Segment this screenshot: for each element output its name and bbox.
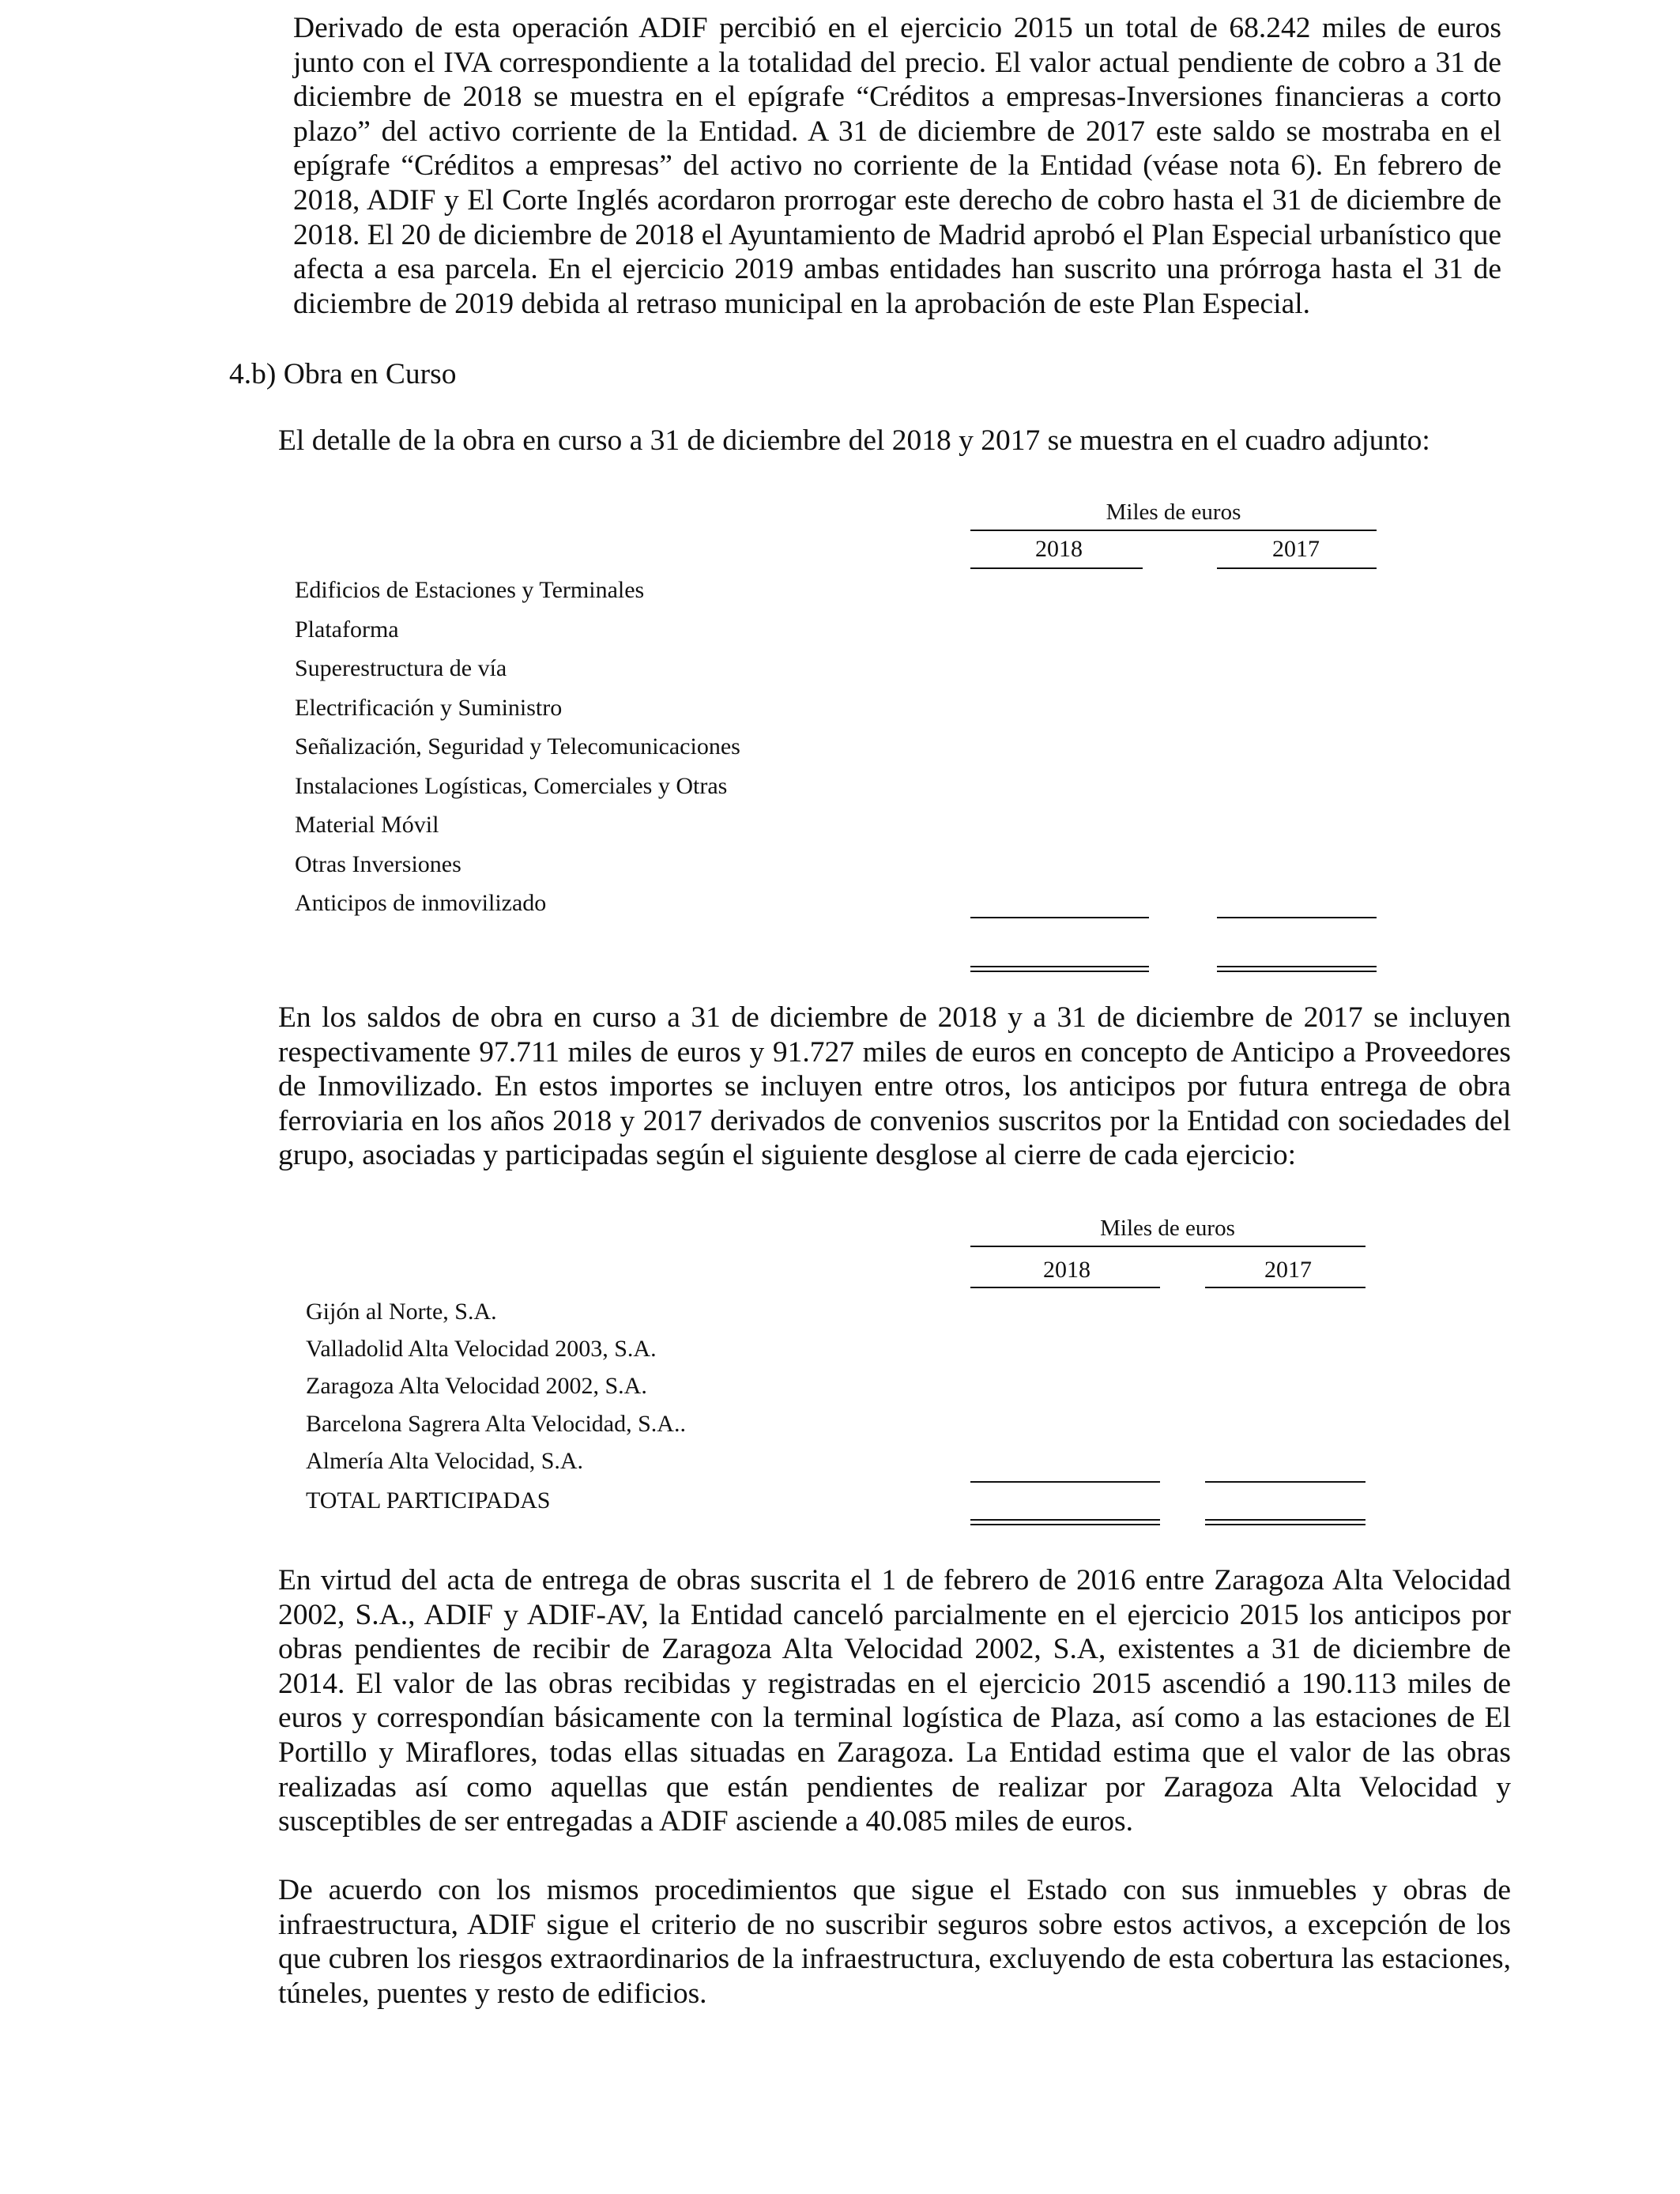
- table-unit-header: Miles de euros: [1100, 1216, 1235, 1241]
- row-label: Valladolid Alta Velocidad 2003, S.A.: [306, 1336, 657, 1363]
- row-label: Señalización, Seguridad y Telecomunicaciones: [295, 733, 740, 760]
- row-label: Superestructura de vía: [295, 655, 507, 681]
- row-label: Gijón al Norte, S.A.: [306, 1299, 497, 1325]
- total-double-rule-2018: [970, 1519, 1160, 1525]
- subtotal-rule-2018: [970, 917, 1149, 918]
- col-header-2017: 2017: [1264, 1257, 1312, 1283]
- row-label: Anticipos de inmovilizado: [295, 890, 547, 916]
- row-label: Otras Inversiones: [295, 850, 461, 877]
- intro-paragraph: Derivado de esta operación ADIF percibió en el ejercicio 2015 un total de 68.242 miles de euros junto con el IVA correspondiente a la totalidad del precio. El valor actual pendiente de cobro a 31 de diciembre de 2018 se muestra en el epígrafe “Créditos a empresas-Inversiones financieras a corto plazo” del activo corriente de la Entidad. A 31 de diciembre de 2017 este saldo se mostraba en el epígrafe “Créditos a empresas” del activo no corriente de la Entidad (véase nota 6). En febrero de 2018, ADIF y El Corte Inglés acordaron prorrogar este derecho de cobro hasta el 31 de diciembre de 2018. El 20 de diciembre de 2018 el Ayuntamiento de Madrid aprobó el Plan Especial urbanístico que afecta a esa parcela. En el ejercicio 2019 ambas entidades han suscrito una prórroga hasta el 31 de diciembre de 2019 debida al retraso municipal en la aprobación de este Plan Especial.: [293, 12, 1501, 320]
- subtotal-rule-2017: [1205, 1481, 1365, 1483]
- subtotal-rule-2018: [970, 1481, 1160, 1483]
- total-double-rule-2017: [1217, 966, 1377, 972]
- total-participadas-label: TOTAL PARTICIPADAS: [306, 1487, 551, 1514]
- acuerdo-paragraph: De acuerdo con los mismos procedimientos que sigue el Estado con sus inmuebles y obras de infraestructura, ADIF sigue el criterio de no suscribir seguros sobre estos activos, a excepción de los que cubren los riesgos extraordinarios de la infraestructura, excluyendo de esta cobertura las estaciones, túneles, puentes y resto de edificios.: [278, 1874, 1511, 2010]
- section-heading: 4.b) Obra en Curso: [229, 358, 457, 390]
- col-rule-2018: [970, 1287, 1160, 1288]
- col-header-2017: 2017: [1272, 536, 1320, 562]
- saldos-paragraph: En los saldos de obra en curso a 31 de diciembre de 2018 y a 31 de diciembre de 2017 se incluyen respectivamente 97.711 miles de euros y 91.727 miles de euros en concepto de Anticipo a Proveedores de Inmovilizado. En estos importes se incluyen entre otros, los anticipos por futura entrega de obra ferroviaria en los años 2018 y 2017 derivados de convenios suscritos por la Entidad con sociedades del grupo, asociadas y participadas según el siguiente desglose al cierre de cada ejercicio:: [278, 1001, 1511, 1172]
- row-label: Material Móvil: [295, 812, 439, 838]
- row-label: Instalaciones Logísticas, Comerciales y Otras: [295, 772, 728, 799]
- col-rule-2017: [1205, 1287, 1365, 1288]
- table-unit-header: Miles de euros: [1106, 499, 1241, 525]
- row-label: Plataforma: [295, 616, 399, 643]
- virtud-paragraph: En virtud del acta de entrega de obras suscrita el 1 de febrero de 2016 entre Zaragoza Alta Velocidad 2002, S.A., ADIF y ADIF-AV, la Entidad canceló parcialmente en el ejercicio 2015 los anticipos por obras pendientes de recibir de Zaragoza Alta Velocidad 2002, S.A, existentes a 31 de diciembre de 2014. El valor de las obras recibidas y registradas en el ejercicio 2015 ascendió a 190.113 miles de euros y correspondían básicamente con la terminal logística de Plaza, así como a las estaciones de El Portillo y Miraflores, todas ellas situadas en Zaragoza. La Entidad estima que el valor de las obras realizadas así como aquellas que están pendientes de realizar por Zaragoza Alta Velocidad y susceptibles de ser entregadas a ADIF asciende a 40.085 miles de euros.: [278, 1564, 1511, 1838]
- row-label: Barcelona Sagrera Alta Velocidad, S.A..: [306, 1410, 686, 1437]
- subtotal-rule-2017: [1217, 917, 1377, 918]
- col-rule-2017: [1217, 567, 1377, 569]
- total-double-rule-2018: [970, 966, 1149, 972]
- col-header-2018: 2018: [1043, 1257, 1090, 1283]
- row-label: Electrificación y Suministro: [295, 694, 563, 721]
- header-rule: [970, 1246, 1365, 1247]
- row-label: Zaragoza Alta Velocidad 2002, S.A.: [306, 1373, 647, 1400]
- total-double-rule-2017: [1205, 1519, 1365, 1525]
- col-rule-2018: [970, 567, 1143, 569]
- row-label: Almería Alta Velocidad, S.A.: [306, 1447, 584, 1474]
- header-rule: [970, 530, 1377, 531]
- row-label: Edificios de Estaciones y Terminales: [295, 577, 645, 603]
- detalle-intro-paragraph: El detalle de la obra en curso a 31 de diciembre del 2018 y 2017 se muestra en el cuadro adjunto:: [278, 424, 1430, 457]
- col-header-2018: 2018: [1035, 536, 1083, 562]
